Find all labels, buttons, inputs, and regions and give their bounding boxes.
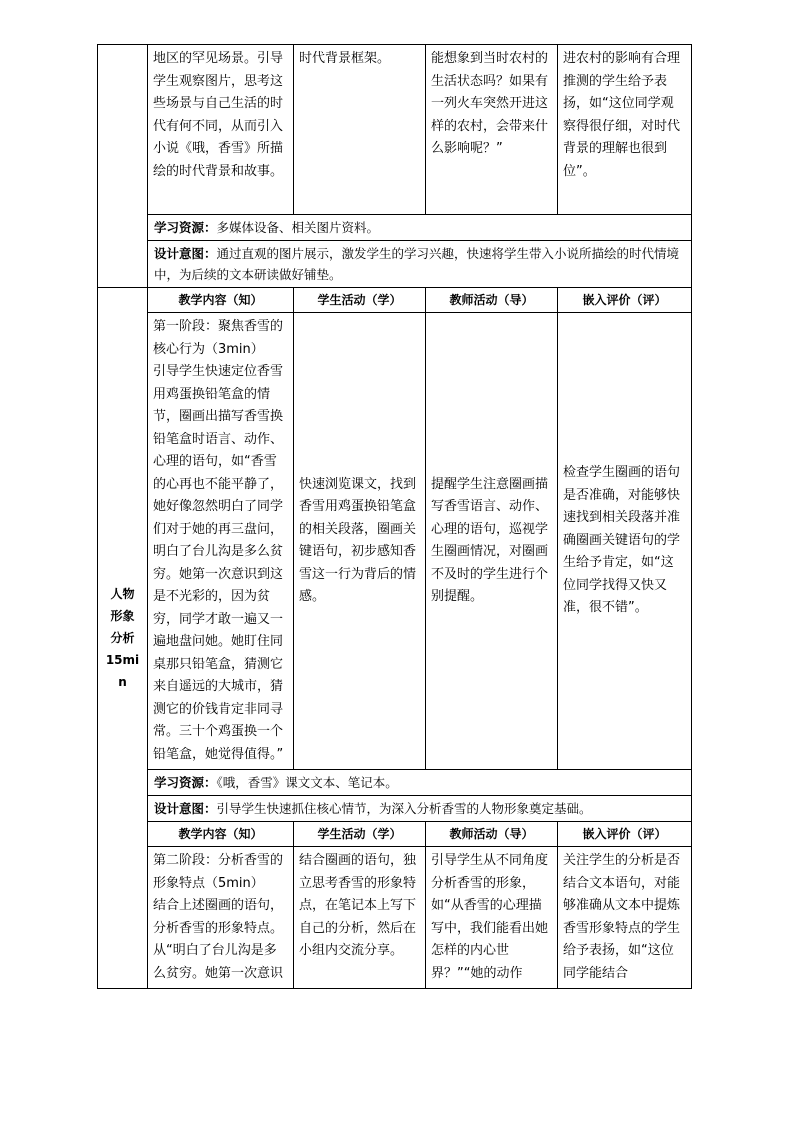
section-time: 15min [105,653,140,689]
stage1-design-cell [148,796,692,822]
stage1-design-row [98,796,692,822]
header-row-2 [98,822,692,847]
lesson-plan-table [97,44,692,989]
header-student: 学生活动（学） [294,288,426,313]
intro-eval-cell: 进农村的影响有合理推测的学生给予表扬，如“这位同学观察得很仔细，对时代背景的理解也很到位”。 [558,45,692,215]
header-student: 学生活动（学） [294,822,426,847]
stage2-title: 第二阶段：分析香雪的形象特点（5min） [153,853,284,891]
stage1-resource-row [98,770,692,796]
resource-label: 学习资源： [154,220,217,235]
resource-text: 多媒体设备、相关图片资料。 [216,220,380,235]
stage1-resource-cell [148,770,692,796]
stage1-title: 第一阶段：聚焦香雪的核心行为（3min） [153,319,284,357]
intro-resource-cell [148,215,692,241]
intro-design-row [98,241,692,288]
header-teacher: 教师活动（导） [426,822,558,847]
design-label: 设计意图： [154,246,217,261]
stage1-content-cell [148,313,294,770]
stage2-eval-cell: 关注学生的分析是否结合文本语句，对能够准确从文本中提炼香雪形象特点的学生给予表扬，如“这位同学能结合 [558,847,692,989]
stage2-row [98,847,692,989]
stage1-teacher-cell: 提醒学生注意圈画描写香雪语言、动作、心理的语句，巡视学生圈画情况，对圈画不及时的学生进行个别提醒。 [426,313,558,770]
stage2-content-cell [148,847,294,989]
stage2-student-cell: 结合圈画的语句，独立思考香雪的形象特点，在笔记本上写下自己的分析，然后在小组内交流分享。 [294,847,426,989]
intro-stage-cell [98,45,148,288]
resource-text: 《哦，香雪》课文文本、笔记本。 [216,775,398,790]
design-text: 引导学生快速抓住核心情节，为深入分析香雪的人物形象奠定基础。 [216,801,592,816]
stage1-student-cell: 快速浏览课文，找到香雪用鸡蛋换铅笔盒的相关段落，圈画关键语句，初步感知香雪这一行为背后的情感。 [294,313,426,770]
header-eval: 嵌入评价（评） [558,288,692,313]
stage1-row [98,313,692,770]
section-name: 人物形象分析 [110,587,135,645]
intro-design-cell [148,241,692,288]
header-content: 教学内容（知） [148,288,294,313]
intro-content-cell: 地区的罕见场景。引导学生观察图片，思考这些场景与自己生活的时代有何不同，从而引入小说《哦，香雪》所描绘的时代背景和故事。 [148,45,294,215]
intro-student-cell: 时代背景框架。 [294,45,426,215]
stage2-teacher-cell: 引导学生从不同角度分析香雪的形象，如“从香雪的心理描写中，我们能看出她怎样的内心世界？”“她的动作 [426,847,558,989]
header-content: 教学内容（知） [148,822,294,847]
intro-resource-row [98,215,692,241]
stage1-eval-cell: 检查学生圈画的语句是否准确，对能够快速找到相关段落并准确圈画关键语句的学生给予肯定，如“这位同学找得又快又准，很不错”。 [558,313,692,770]
section-label-cell [98,288,148,989]
header-eval: 嵌入评价（评） [558,822,692,847]
intro-teacher-cell: 能想象到当时农村的生活状态吗？如果有一列火车突然开进这样的农村，会带来什么影响呢？” [426,45,558,215]
intro-row [98,45,692,215]
resource-label: 学习资源： [154,775,217,790]
stage1-content: 引导学生快速定位香雪用鸡蛋换铅笔盒的情节，圈画出描写香雪换铅笔盒时语言、动作、心理的语句，如“香雪的心再也不能平静了，她好像忽然明白了同学们对于她的再三盘问，明白了台儿沟是多么贫穷。她第一次意识到这是不光彩的，因为贫穷，同学才敢一遍又一遍地盘问她。她盯住同桌那只铅笔盒，猜测它来自遥远的大城市，猜测它的价钱肯定非同寻常。三十个鸡蛋换一个铅笔盒，她觉得值得。” [153,364,284,762]
stage2-content: 结合上述圈画的语句，分析香雪的形象特点。从“明白了台儿沟是多么贫穷。她第一次意识 [153,898,284,981]
header-row [98,288,692,313]
design-label: 设计意图： [154,801,217,816]
header-teacher: 教师活动（导） [426,288,558,313]
design-text: 通过直观的图片展示，激发学生的学习兴趣，快速将学生带入小说所描绘的时代情境中，为后续的文本研读做好铺垫。 [154,246,680,282]
